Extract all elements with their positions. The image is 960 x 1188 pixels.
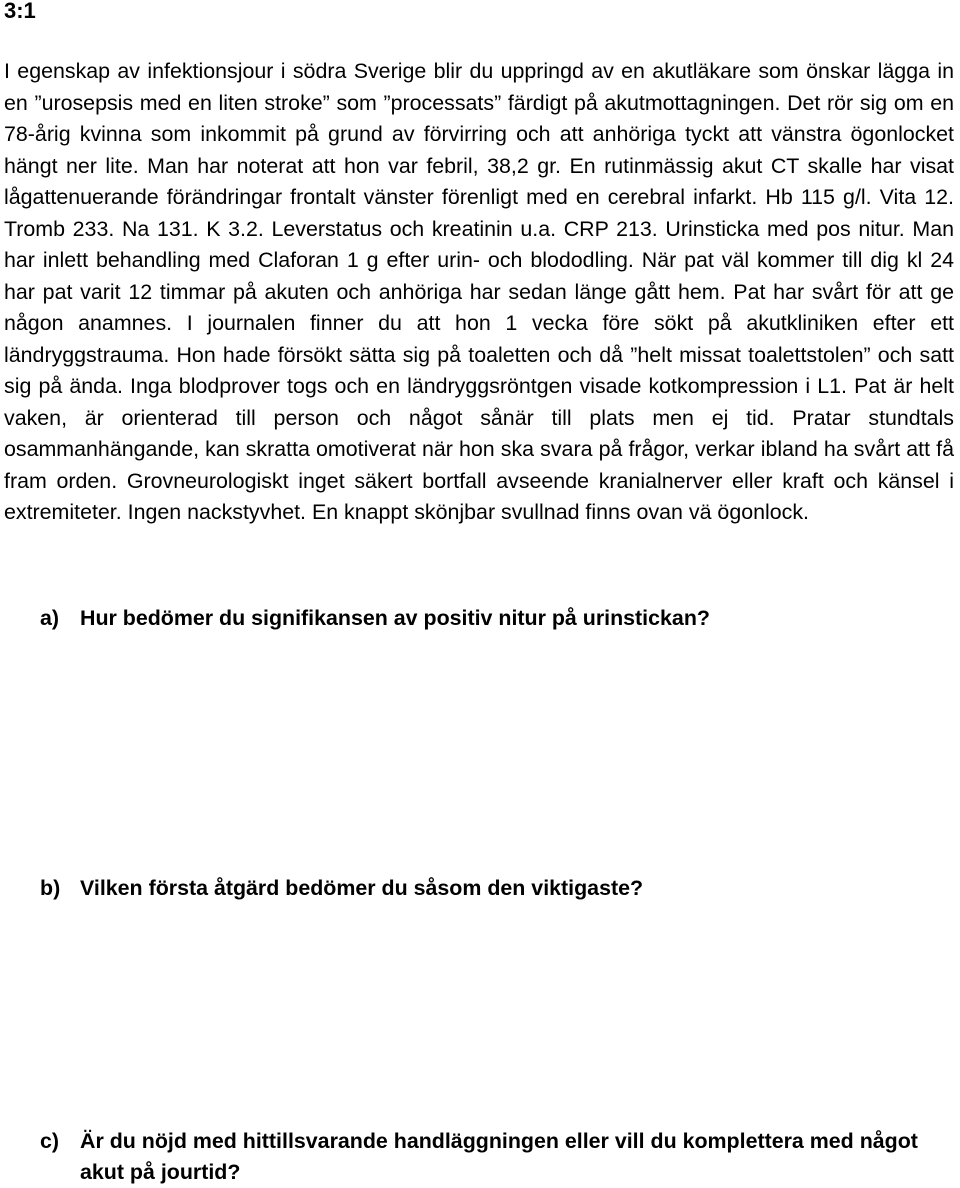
question-c [40,1126,958,1188]
question-a-letter: a) [40,606,60,630]
question-c-text: Är du nöjd med hittillsvarande handläggningen eller vill du komplettera med något akut på jourtid? [80,1129,918,1184]
case-description: I egenskap av infektionsjour i södra Sverige blir du uppringd av en akutläkare som önskar lägga in en ”urosepsis med en liten stroke” som ”processats” färdigt på akutmottagningen. Det rör sig om en 78-årig kvinna som inkommit på grund av förvirring och att anhöriga tyckt att vänstra ögonlocket hängt ner lite. Man har noterat att hon var febril, 38,2 gr. En rutinmässig akut CT skalle har visat lågattenuerande förändringar frontalt vänster förenligt med en cerebral infarkt. Hb 115 g/l. Vita 12. Tromb 233. Na 131. K 3.2. Leverstatus och kreatinin u.a. CRP 213. Urinsticka med pos nitur. Man har inlett behandling med Claforan 1 g efter urin- och blododling. När pat väl kommer till dig kl 24 har pat varit 12 timmar på akuten och anhöriga har sedan länge gått hem. Pat har svårt för att ge någon anamnes. I journalen finner du att hon 1 vecka före sökt på akutkliniken efter ett ländryggstrauma. Hon hade försökt sätta sig på toaletten och då ”helt missat toalettstolen” och satt sig på ända. Inga blodprover togs och en ländryggsröntgen visade kotkompression i L1. Pat är helt vaken, är orienterad till person och något sånär till plats men ej tid. Pratar stundtals osammanhängande, kan skratta omotiverat när hon ska svara på frågor, verkar ibland ha svårt att få fram orden. Grovneurologiskt inget säkert bortfall avseende kranialnerver eller kraft och känsel i extremiteter. Ingen nackstyvhet. En knappt skönjbar svullnad finns ovan vä ögonlock. [4,59,954,524]
case-number-heading: 3:1 [4,0,36,23]
question-b [40,873,958,904]
question-a [40,603,958,634]
question-b-text: Vilken första åtgärd bedömer du såsom den viktigaste? [80,876,644,900]
question-a-text: Hur bedömer du signifikansen av positiv nitur på urinstickan? [80,606,710,630]
question-c-letter: c) [40,1129,60,1153]
question-b-letter: b) [40,876,61,900]
